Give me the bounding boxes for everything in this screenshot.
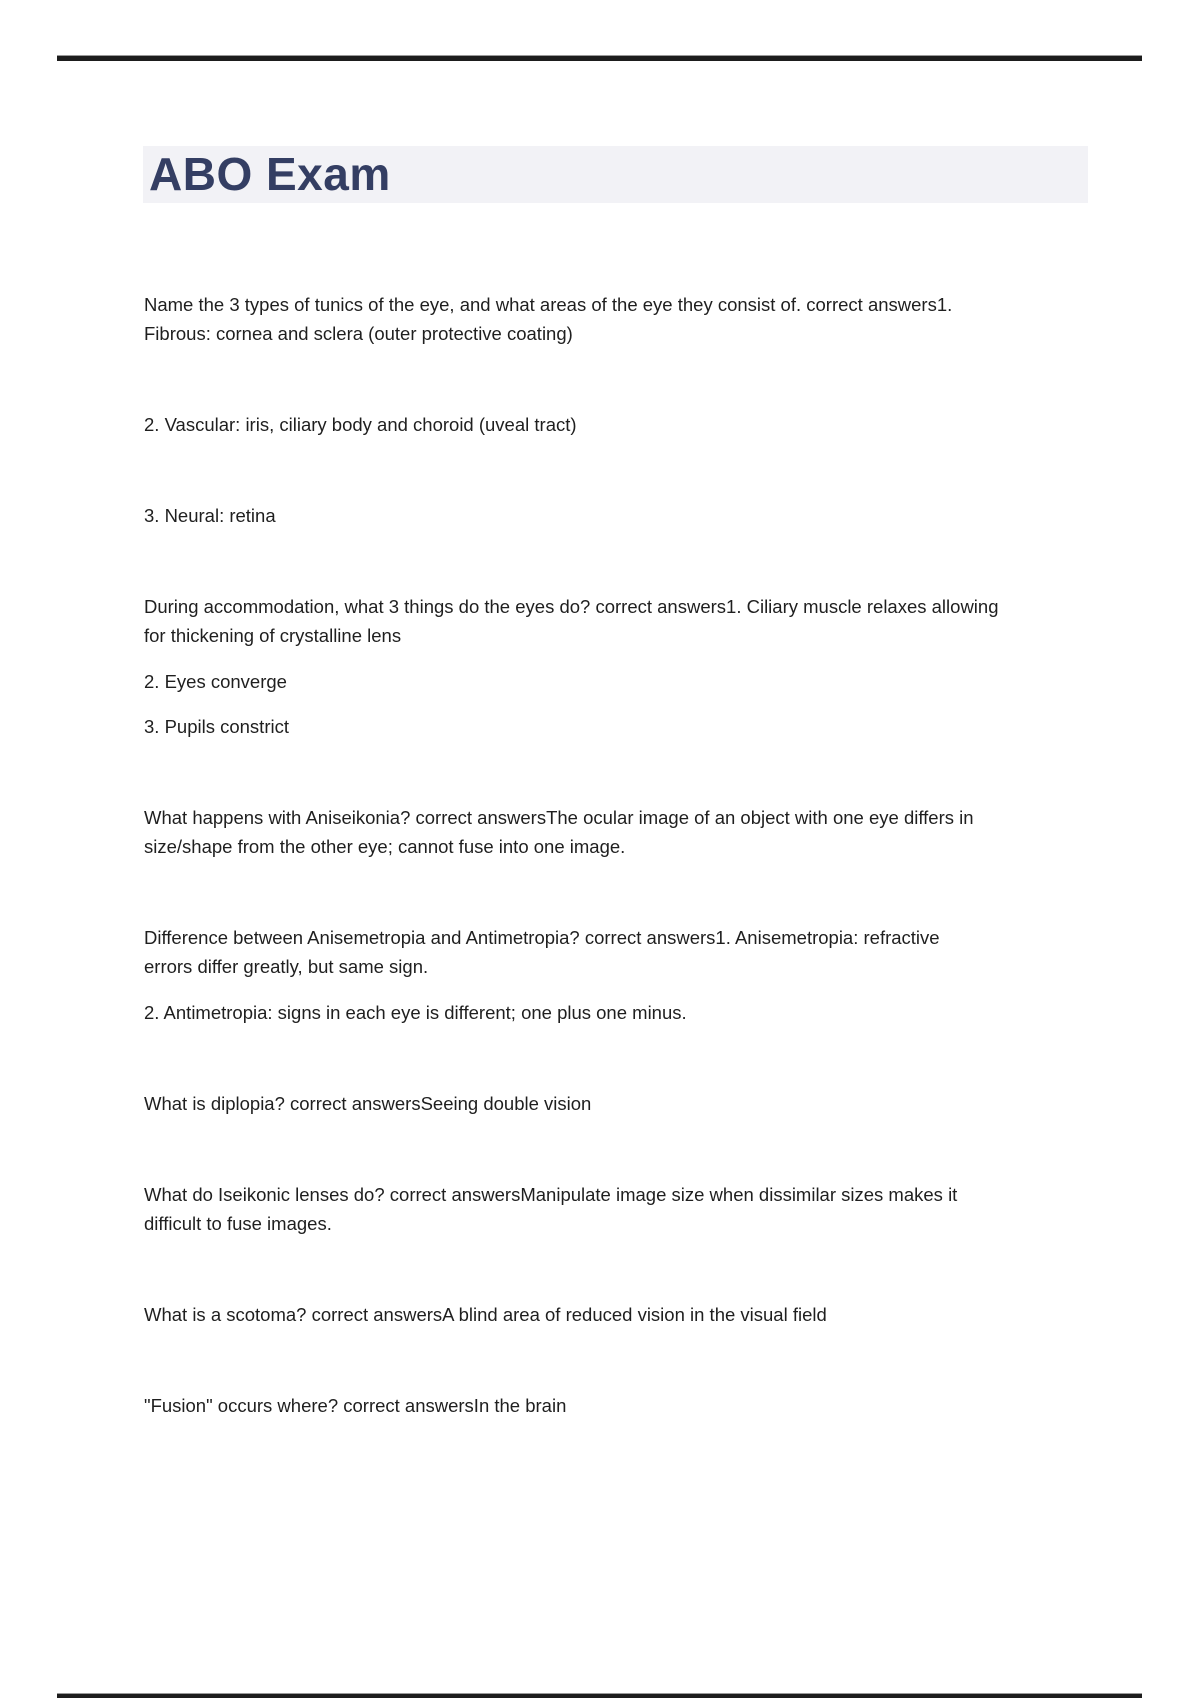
text-line: Fibrous: cornea and sclera (outer protective coating) bbox=[144, 323, 573, 344]
qa-block bbox=[144, 1391, 1154, 1420]
text-line: What happens with Aniseikonia? correct answersThe ocular image of an object with one eye differs in bbox=[144, 807, 974, 828]
qa-paragraph bbox=[144, 1180, 1154, 1238]
qa-block bbox=[144, 923, 1154, 1027]
top-rule bbox=[57, 55, 1142, 61]
text-line: Difference between Anisemetropia and Antimetropia? correct answers1. Anisemetropia: refractive bbox=[144, 927, 940, 948]
text-line: What is a scotoma? correct answersA blind area of reduced vision in the visual field bbox=[144, 1303, 827, 1325]
qa-paragraph bbox=[144, 712, 1154, 741]
text-line: 2. Eyes converge bbox=[144, 670, 287, 692]
text-line: 3. Neural: retina bbox=[144, 505, 276, 526]
qa-block bbox=[144, 410, 1154, 439]
qa-paragraph bbox=[144, 1089, 1154, 1118]
qa-paragraph bbox=[144, 923, 1154, 981]
qa-paragraph bbox=[144, 803, 1154, 861]
qa-paragraph bbox=[144, 592, 1154, 650]
qa-block bbox=[144, 1300, 1154, 1329]
text-line: errors differ greatly, but same sign. bbox=[144, 956, 429, 977]
qa-block bbox=[144, 803, 1154, 861]
qa-block bbox=[144, 592, 1154, 741]
page-title: ABO Exam bbox=[149, 148, 391, 200]
text-line: 3. Pupils constrict bbox=[144, 716, 289, 737]
bottom-rule bbox=[57, 1693, 1142, 1698]
text-line: size/shape from the other eye; cannot fuse into one image. bbox=[144, 836, 626, 857]
text-line: Name the 3 types of tunics of the eye, and what areas of the eye they consist of. correct answers1. bbox=[144, 294, 953, 315]
qa-block bbox=[144, 501, 1154, 530]
qa-paragraph bbox=[144, 1391, 1154, 1420]
qa-paragraph bbox=[144, 1300, 1154, 1329]
text-line: 2. Antimetropia: signs in each eye is different; one plus one minus. bbox=[144, 1001, 687, 1023]
text-line: What do Iseikonic lenses do? correct answersManipulate image size when dissimilar sizes makes it bbox=[144, 1183, 958, 1205]
qa-paragraph bbox=[144, 410, 1154, 439]
text-line: "Fusion" occurs where? correct answersIn the brain bbox=[144, 1394, 567, 1416]
qa-block bbox=[144, 290, 1154, 348]
text-line: for thickening of crystalline lens bbox=[144, 625, 402, 646]
text-line: difficult to fuse images. bbox=[144, 1212, 332, 1234]
qa-block bbox=[144, 1180, 1154, 1238]
title-highlight-band bbox=[143, 146, 1088, 203]
document-body bbox=[144, 290, 1154, 1482]
text-line: During accommodation, what 3 things do the eyes do? correct answers1. Ciliary muscle relaxes allowing bbox=[144, 596, 999, 617]
qa-paragraph bbox=[144, 501, 1154, 530]
qa-block bbox=[144, 1089, 1154, 1118]
text-line: 2. Vascular: iris, ciliary body and choroid (uveal tract) bbox=[144, 414, 577, 435]
text-line: What is diplopia? correct answersSeeing double vision bbox=[144, 1092, 592, 1114]
qa-paragraph bbox=[144, 290, 1154, 348]
qa-paragraph bbox=[144, 998, 1154, 1027]
qa-paragraph bbox=[144, 667, 1154, 696]
